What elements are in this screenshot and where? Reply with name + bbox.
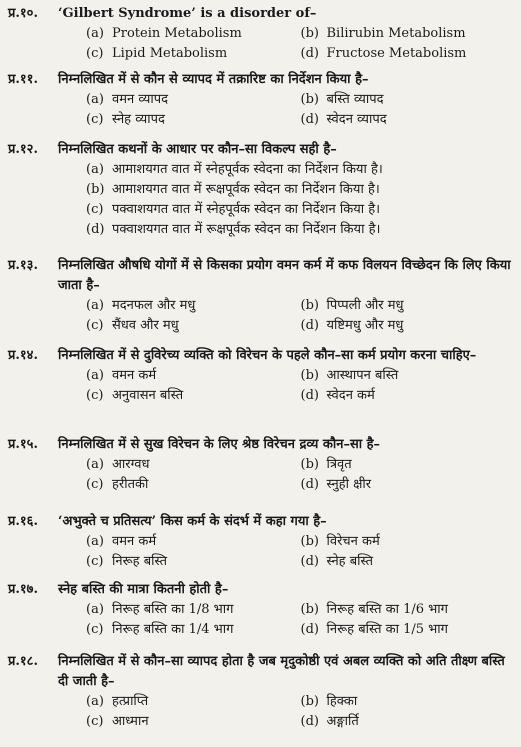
option-d: (d) पक्वाशयगत वात में रूक्षपूर्वक स्वेदन का निर्देशन किया है। <box>86 222 381 237</box>
question-14 <box>8 346 515 406</box>
option-d: (d) निरूह बस्ति का 1/5 भाग <box>300 622 448 637</box>
question-text: निम्नलिखित में से सुख विरेचन के लिए श्रेष्ठ विरेचन द्रव्य कौन–सा है– <box>58 437 381 452</box>
option-b: (b) पिप्पली और मधु <box>300 298 404 313</box>
question-text: स्नेह बस्ति की मात्रा कितनी होती है– <box>58 582 229 597</box>
option-a: (a) वमन व्यापद <box>86 92 168 107</box>
option-a: (a) आरग्वध <box>86 457 150 472</box>
question-number: प्र.१४. <box>8 348 38 363</box>
question-text: निम्नलिखित में से दुविरेच्य व्यक्ति को विरेचन के पहले कौन–सा कर्म प्रयोग करना चाहिए– <box>58 348 477 363</box>
question-number: प्र.१२. <box>8 142 38 157</box>
question-text: ‘अभुक्ते च प्रतिसत्य’ किस कर्म के संदर्भ में कहा गया है– <box>58 514 327 529</box>
question-10 <box>8 4 515 64</box>
option-c: (c) सैंधव और मधु <box>86 318 179 333</box>
option-c: (c) अनुवासन बस्ति <box>86 388 184 403</box>
option-a: (a) वमन कर्म <box>86 368 157 383</box>
option-b: (b) आस्थापन बस्ति <box>300 368 399 383</box>
question-text: निम्नलिखित में से कौन–सा व्यापद होता है जब मृदुकोष्ठी एवं अबल व्यक्ति को अति तीक्ष्ण बस्ति दी जाती है– <box>58 654 505 689</box>
option-c: (c) पक्वाशयगत वात में स्नेहपूर्वक स्वेदन का निर्देशन किया है। <box>86 202 381 217</box>
question-18 <box>8 652 515 732</box>
question-17 <box>8 580 515 640</box>
question-12 <box>8 140 515 240</box>
option-c: (c) स्नेह व्यापद <box>86 112 165 127</box>
option-a: (a) हत्प्राप्ति <box>86 694 149 709</box>
option-b: (b) निरूह बस्ति का 1/6 भाग <box>300 602 448 617</box>
options <box>86 296 515 336</box>
question-number: प्र.१८. <box>8 654 38 669</box>
options <box>86 160 515 240</box>
question-15 <box>8 435 515 495</box>
option-c: (c) निरूह बस्ति का 1/4 भाग <box>86 622 234 637</box>
options <box>86 24 515 64</box>
question-number: प्र.१३. <box>8 258 38 273</box>
option-d: (d) स्नेह बस्ति <box>300 554 373 569</box>
option-c: (c) Lipid Metabolism <box>86 46 228 61</box>
question-number: प्र.११. <box>8 72 38 87</box>
option-d: (d) अङ्गार्ति <box>300 714 359 729</box>
question-16 <box>8 512 515 572</box>
option-d: (d) स्नुही क्षीर <box>300 477 372 492</box>
question-text: ‘Gilbert Syndrome’ is a disorder of– <box>58 6 317 21</box>
question-number: प्र.१०. <box>8 6 38 21</box>
question-11 <box>8 70 515 130</box>
option-d: (d) स्वेदन कर्म <box>300 388 375 403</box>
option-b: (b) आमाशयगत वात में रूक्षपूर्वक स्वेदन का निर्देशन किया है। <box>86 182 380 197</box>
question-number: प्र.१६. <box>8 514 38 529</box>
question-text: निम्नलिखित में से कौन से व्यापद में तक्रारिष्ट का निर्देशन किया है– <box>58 72 369 87</box>
question-13 <box>8 256 515 336</box>
option-c: (c) निरूह बस्ति <box>86 554 167 569</box>
option-b: (b) Bilirubin Metabolism <box>300 26 466 41</box>
option-d: (d) यष्टिमधु और मधु <box>300 318 404 333</box>
option-d: (d) स्वेदन व्यापद <box>300 112 387 127</box>
option-a: (a) मदनफल और मधु <box>86 298 196 313</box>
option-b: (b) विरेचन कर्म <box>300 534 380 549</box>
options <box>86 600 515 640</box>
option-d: (d) Fructose Metabolism <box>300 46 467 61</box>
options <box>86 692 515 732</box>
options <box>86 532 515 572</box>
option-c: (c) हरीतकी <box>86 477 149 492</box>
question-number: प्र.१७. <box>8 582 38 597</box>
question-text: निम्नलिखित कथनों के आधार पर कौन–सा विकल्प सही है– <box>58 142 337 157</box>
options <box>86 90 515 130</box>
option-c: (c) आध्मान <box>86 714 149 729</box>
option-b: (b) त्रिवृत <box>300 457 352 472</box>
option-a: (a) निरूह बस्ति का 1/8 भाग <box>86 602 234 617</box>
option-a: (a) Protein Metabolism <box>86 26 242 41</box>
question-text: निम्नलिखित औषधि योगों में से किसका प्रयोग वमन कर्म में कफ विलयन विच्छेदन कि लिए किया जाता है– <box>58 258 511 293</box>
option-a: (a) आमाशयगत वात में स्नेहपूर्वक स्वेदना का निर्देशन किया है। <box>86 162 383 177</box>
options <box>86 366 515 406</box>
question-number: प्र.१५. <box>8 437 38 452</box>
option-b: (b) हिक्का <box>300 694 358 709</box>
option-b: (b) बस्ति व्यापद <box>300 92 384 107</box>
options <box>86 455 515 495</box>
option-a: (a) वमन कर्म <box>86 534 157 549</box>
